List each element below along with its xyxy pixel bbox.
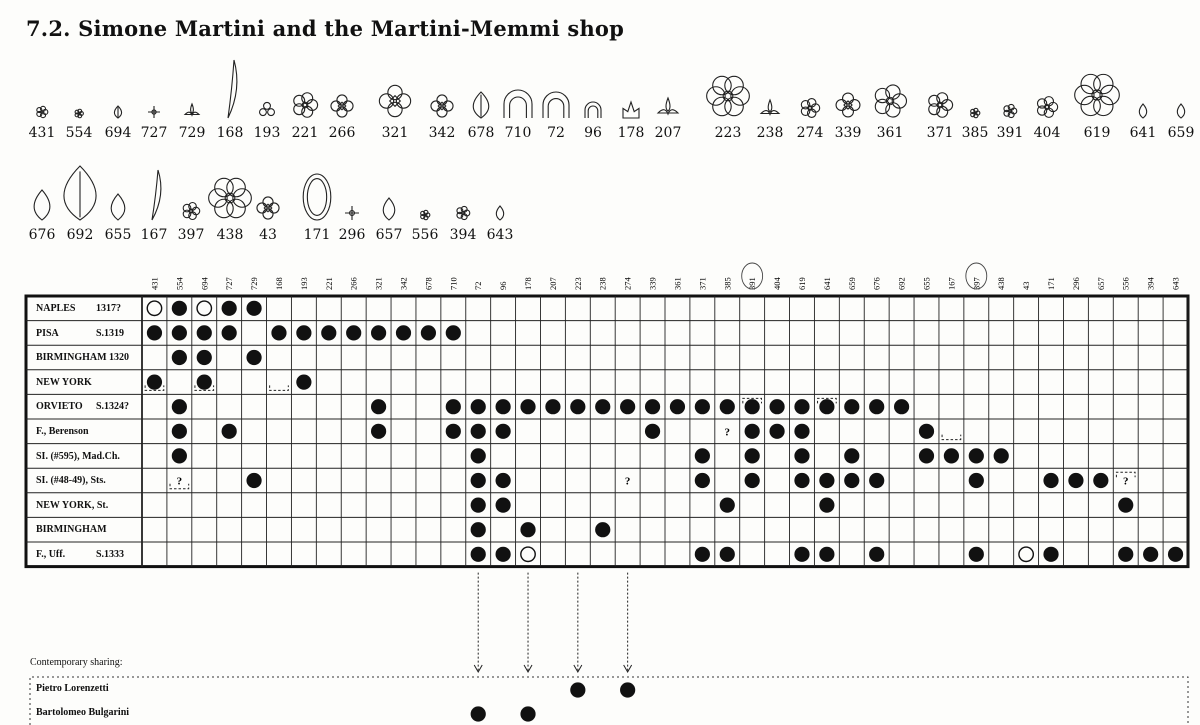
column-header: 643 <box>1170 277 1181 290</box>
filled-dot <box>745 424 760 439</box>
filled-dot <box>371 325 386 340</box>
stamp-number: 556 <box>411 227 439 243</box>
column-header: 729 <box>249 277 260 290</box>
filled-dot <box>919 424 934 439</box>
column-header: 361 <box>672 277 683 290</box>
stamp-number: 385 <box>961 125 989 141</box>
filled-dot <box>520 399 535 414</box>
column-header: 641 <box>821 277 832 290</box>
column-header: 619 <box>796 277 807 290</box>
filled-dot <box>794 424 809 439</box>
filled-dot <box>720 399 735 414</box>
filled-dot <box>421 325 436 340</box>
filled-dot <box>172 399 187 414</box>
stamp-number: 342 <box>428 125 456 141</box>
filled-dot <box>695 547 710 562</box>
column-header: 371 <box>697 277 708 290</box>
stamp-number: 397 <box>177 227 205 243</box>
filled-dot <box>496 547 511 562</box>
filled-dot <box>147 375 162 390</box>
filled-dot <box>919 448 934 463</box>
stamp-number: 296 <box>338 227 366 243</box>
filled-dot <box>246 301 261 316</box>
column-header: 678 <box>423 277 434 290</box>
column-header: 266 <box>348 277 359 290</box>
filled-dot <box>296 325 311 340</box>
filled-dot <box>670 399 685 414</box>
column-header: 394 <box>1145 277 1156 290</box>
shared-box <box>30 677 1188 725</box>
row-label: BIRMINGHAM 1320 <box>36 352 130 364</box>
column-header: 72 <box>473 281 484 290</box>
filled-dot <box>321 325 336 340</box>
row-label: SI. (#595), Mad.Ch. <box>36 450 120 462</box>
column-header: 207 <box>547 277 558 290</box>
filled-dot <box>471 522 486 537</box>
column-header: 397 <box>971 277 982 290</box>
column-header: 171 <box>1046 277 1057 290</box>
column-header: 694 <box>199 277 210 290</box>
filled-dot <box>172 424 187 439</box>
row-label: PISA <box>36 327 59 339</box>
filled-dot <box>844 399 859 414</box>
open-circle <box>197 301 211 315</box>
stamp-number: 178 <box>617 125 645 141</box>
stamp-number: 168 <box>216 125 244 141</box>
filled-dot <box>222 424 237 439</box>
row-date: S.1333 <box>96 549 125 560</box>
stamp-number: 223 <box>714 125 742 141</box>
column-header: 404 <box>772 277 783 290</box>
filled-dot <box>520 522 535 537</box>
filled-dot <box>545 399 560 414</box>
filled-dot <box>346 325 361 340</box>
stamp-number: 72 <box>547 125 565 141</box>
shared-dot <box>570 682 585 697</box>
filled-dot <box>1168 547 1183 562</box>
filled-dot <box>695 399 710 414</box>
row-date: S.1319 <box>96 327 125 339</box>
filled-dot <box>197 350 212 365</box>
page-title: 7.2. Simone Martini and the Martini-Memmi shop <box>26 16 624 41</box>
row-date: 1317? <box>96 303 121 314</box>
row-label: SI. (#48-49), Sts. <box>36 475 106 487</box>
filled-dot <box>446 325 461 340</box>
stamp-number: 431 <box>28 125 56 141</box>
filled-dot <box>794 399 809 414</box>
filled-dot <box>794 547 809 562</box>
filled-dot <box>471 448 486 463</box>
filled-dot <box>794 473 809 488</box>
column-header: 168 <box>273 277 284 290</box>
column-header: 296 <box>1070 277 1081 290</box>
stamp-number: 438 <box>216 227 244 243</box>
filled-dot <box>172 301 187 316</box>
filled-dot <box>271 325 286 340</box>
filled-dot <box>471 473 486 488</box>
filled-dot <box>496 424 511 439</box>
stamp-number: 391 <box>996 125 1024 141</box>
filled-dot <box>695 473 710 488</box>
filled-dot <box>222 301 237 316</box>
column-header: 167 <box>946 277 957 290</box>
filled-dot <box>819 547 834 562</box>
column-header: 657 <box>1095 277 1106 290</box>
filled-dot <box>645 399 660 414</box>
filled-dot <box>969 473 984 488</box>
filled-dot <box>769 399 784 414</box>
filled-dot <box>471 498 486 513</box>
filled-dot <box>745 473 760 488</box>
filled-dot <box>222 325 237 340</box>
stamp-number: 274 <box>796 125 824 141</box>
uncertain-mark: ? <box>724 426 731 439</box>
filled-dot <box>471 399 486 414</box>
filled-dot <box>745 448 760 463</box>
filled-dot <box>994 448 1009 463</box>
filled-dot <box>844 473 859 488</box>
filled-dot <box>1118 498 1133 513</box>
filled-dot <box>844 448 859 463</box>
row-label: NEW YORK <box>36 376 92 388</box>
filled-dot <box>695 448 710 463</box>
stamp-number: 171 <box>303 227 331 243</box>
column-header: 438 <box>996 277 1007 290</box>
row-label: F., Berenson <box>36 426 89 437</box>
stamp-number: 321 <box>381 125 409 141</box>
uncertain-mark: ? <box>176 475 183 488</box>
filled-dot <box>172 350 187 365</box>
column-header: 342 <box>398 277 409 290</box>
filled-dot <box>894 399 909 414</box>
stamp-number: 361 <box>876 125 904 141</box>
stamp-number: 266 <box>328 125 356 141</box>
column-header: 676 <box>871 277 882 290</box>
filled-dot <box>1118 547 1133 562</box>
shared-dot <box>520 706 535 721</box>
stamp-number: 221 <box>291 125 319 141</box>
row-label: BIRMINGHAM <box>36 524 107 536</box>
column-header: 655 <box>921 277 932 290</box>
stamp-number: 710 <box>504 125 532 141</box>
row-label: NEW YORK, St. <box>36 499 109 511</box>
stamp-number: 371 <box>926 125 954 141</box>
shared-dot <box>620 682 635 697</box>
shared-row-label: Bartolomeo Bulgarini <box>36 707 130 718</box>
shared-row-label: Pietro Lorenzetti <box>36 683 109 694</box>
filled-dot <box>446 424 461 439</box>
filled-dot <box>246 350 261 365</box>
filled-dot <box>720 547 735 562</box>
open-circle <box>147 301 161 315</box>
filled-dot <box>570 399 585 414</box>
column-header: 238 <box>597 277 608 290</box>
filled-dot <box>819 399 834 414</box>
filled-dot <box>869 473 884 488</box>
stamp-number: 339 <box>834 125 862 141</box>
column-header: 178 <box>523 277 534 290</box>
column-header: 710 <box>448 277 459 290</box>
filled-dot <box>769 424 784 439</box>
filled-dot <box>720 498 735 513</box>
uncertain-mark: ? <box>624 475 631 488</box>
stamp-number: 404 <box>1033 125 1061 141</box>
column-header: 391 <box>747 277 758 290</box>
filled-dot <box>620 399 635 414</box>
filled-dot <box>147 325 162 340</box>
column-header: 193 <box>298 277 309 290</box>
stamp-number: 678 <box>467 125 495 141</box>
stamp-number: 207 <box>654 125 682 141</box>
stamp-number: 554 <box>65 125 93 141</box>
filled-dot <box>819 473 834 488</box>
filled-dot <box>794 448 809 463</box>
filled-dot <box>595 399 610 414</box>
column-header: 96 <box>498 281 509 290</box>
filled-dot <box>496 498 511 513</box>
column-header: 659 <box>846 277 857 290</box>
filled-dot <box>1093 473 1108 488</box>
stamp-number: 96 <box>584 125 602 141</box>
filled-dot <box>197 375 212 390</box>
row-date: S.1324? <box>96 401 130 413</box>
filled-dot <box>869 547 884 562</box>
column-header: 385 <box>722 277 733 290</box>
stamp-number: 676 <box>28 227 56 243</box>
filled-dot <box>396 325 411 340</box>
filled-dot <box>496 473 511 488</box>
column-header: 43 <box>1021 281 1032 290</box>
filled-dot <box>496 399 511 414</box>
column-header: 554 <box>174 277 185 290</box>
filled-dot <box>172 325 187 340</box>
column-header: 221 <box>323 277 334 290</box>
filled-dot <box>595 522 610 537</box>
stamp-number: 43 <box>259 227 277 243</box>
filled-dot <box>944 448 959 463</box>
stamp-number: 238 <box>756 125 784 141</box>
stamp-number: 729 <box>178 125 206 141</box>
filled-dot <box>969 448 984 463</box>
filled-dot <box>1068 473 1083 488</box>
filled-dot <box>819 498 834 513</box>
stamp-number: 655 <box>104 227 132 243</box>
stamp-number: 167 <box>140 227 168 243</box>
shared-caption: Contemporary sharing: <box>30 657 123 668</box>
column-header: 431 <box>149 277 160 290</box>
row-label: F., Uff. <box>36 549 66 560</box>
stamp-number: 643 <box>486 227 514 243</box>
filled-dot <box>645 424 660 439</box>
column-header: 339 <box>647 277 658 290</box>
row-label: NAPLES <box>36 303 76 314</box>
stamp-number: 694 <box>104 125 132 141</box>
filled-dot <box>745 399 760 414</box>
filled-dot <box>296 375 311 390</box>
shared-dot <box>471 706 486 721</box>
filled-dot <box>471 424 486 439</box>
stamp-number: 692 <box>66 227 94 243</box>
open-circle <box>1019 547 1033 561</box>
stamp-number: 657 <box>375 227 403 243</box>
filled-dot <box>246 473 261 488</box>
filled-dot <box>1043 547 1058 562</box>
column-header: 692 <box>896 277 907 290</box>
stamp-number: 641 <box>1129 125 1157 141</box>
filled-dot <box>172 448 187 463</box>
column-header: 223 <box>572 277 583 290</box>
column-header: 556 <box>1120 277 1131 290</box>
stamp-number: 193 <box>253 125 281 141</box>
stamp-number: 619 <box>1083 125 1111 141</box>
filled-dot <box>371 399 386 414</box>
filled-dot <box>969 547 984 562</box>
filled-dot <box>869 399 884 414</box>
filled-dot <box>471 547 486 562</box>
column-header: 274 <box>622 277 633 290</box>
stamp-number: 727 <box>140 125 168 141</box>
uncertain-mark: ? <box>1122 475 1129 488</box>
filled-dot <box>197 325 212 340</box>
open-circle <box>521 547 535 561</box>
filled-dot <box>371 424 386 439</box>
filled-dot <box>1043 473 1058 488</box>
dashed-bracket <box>942 435 961 440</box>
filled-dot <box>446 399 461 414</box>
dashed-bracket <box>270 385 289 390</box>
filled-dot <box>1143 547 1158 562</box>
stamp-number: 659 <box>1167 125 1195 141</box>
column-header: 321 <box>373 277 384 290</box>
stamp-number: 394 <box>449 227 477 243</box>
column-header: 727 <box>224 277 235 290</box>
row-label: ORVIETO <box>36 401 83 413</box>
